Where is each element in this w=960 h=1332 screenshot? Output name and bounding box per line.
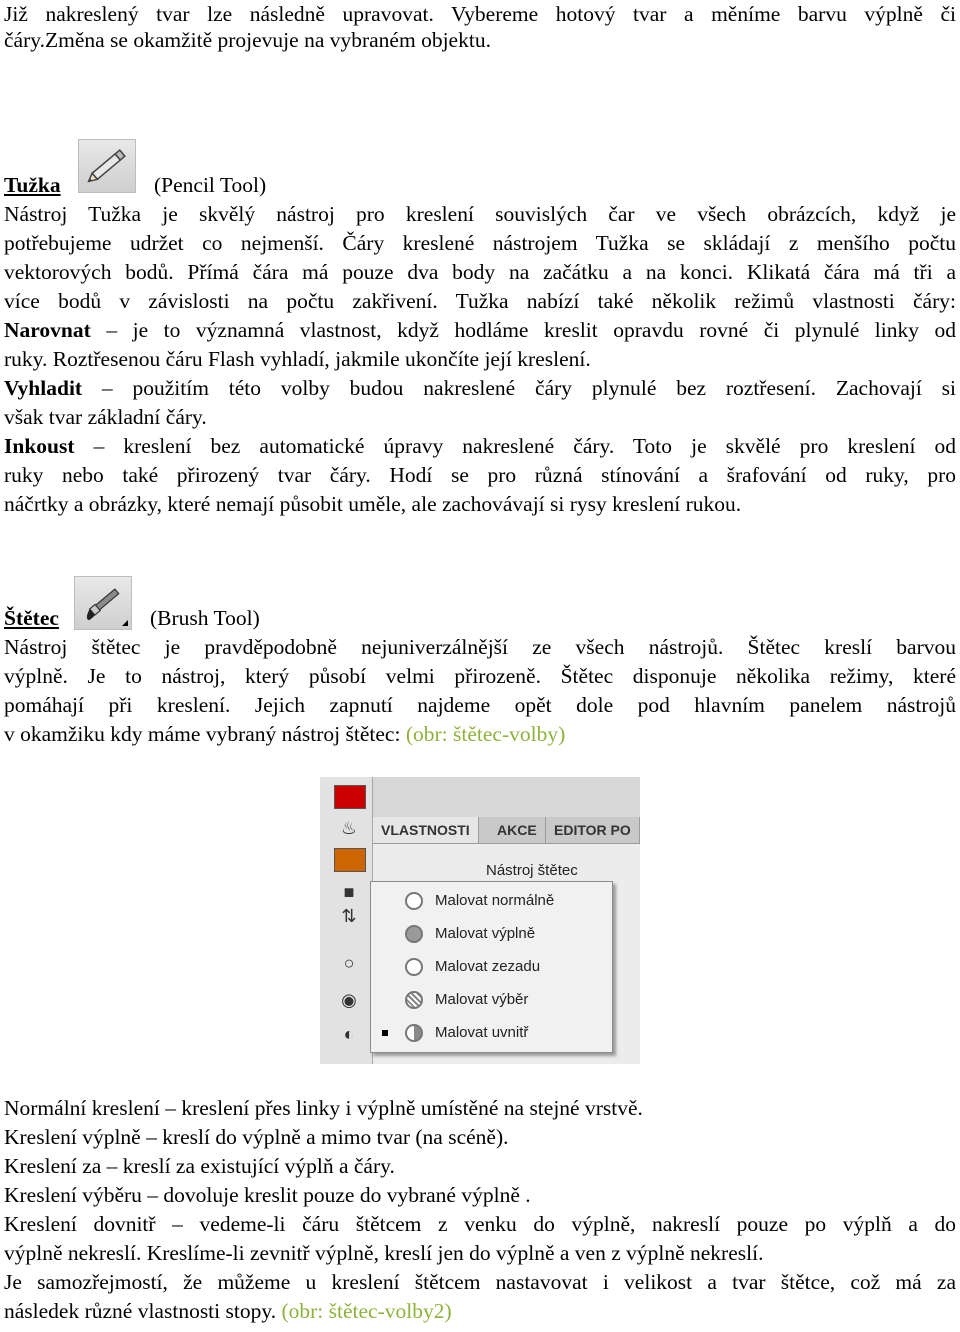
menu-item-paint-fills[interactable] xyxy=(371,919,612,951)
paint-behind-icon xyxy=(405,958,423,976)
menu-item-label: Malovat zezadu xyxy=(435,958,541,975)
mode-inside: Kreslení dovnitř – vedeme-li čáru štětcem z venku do výplně, nakreslí pouze po výplň a do xyxy=(4,1212,956,1236)
pencil-heading xyxy=(4,171,267,200)
narovnat-cont: ruky. Roztřesenou čáru Flash vyhladí, jakmile ukončíte její kreslení. xyxy=(4,347,591,371)
brush-line-3: pomáhají při kreslení. Jejich zapnutí najdeme opět dole pod hlavním panelem nástrojů xyxy=(4,693,956,717)
inkoust-text: – kreslení bez automatické úpravy nakreslené čáry. Toto je skvělé pro kreslení od xyxy=(74,434,956,458)
closing-text: následek různé vlastnosti stopy. xyxy=(4,1299,282,1323)
brush-subtitle: (Brush Tool) xyxy=(150,606,260,630)
menu-item-label: Malovat výběr xyxy=(435,991,529,1008)
brush-heading xyxy=(4,604,260,633)
narovnat-text: – je to významná vlastnost, když hodláme kreslit opravdu rovné či plynulé linky od xyxy=(90,318,956,342)
paint-fills-icon xyxy=(405,925,423,943)
brush-mode-menu xyxy=(370,881,613,1053)
inkoust-line xyxy=(4,432,956,461)
pencil-line-3: vektorových bodů. Přímá čára má pouze dva body na začátku a na konci. Klikatá čára má tři a xyxy=(4,260,956,284)
menu-item-paint-normal[interactable] xyxy=(371,886,612,918)
inkoust-cont-1: ruky nebo také přirozený tvar čáry. Hodí se pro různá stínování a šrafování od ruky, pro xyxy=(4,463,956,487)
vyhladit-term: Vyhladit xyxy=(4,376,83,400)
narovnat-term: Narovnat xyxy=(4,318,91,342)
brush-title: Štětec xyxy=(4,606,59,630)
paint-inside-icon xyxy=(405,1024,423,1042)
brush-line-4 xyxy=(4,720,565,749)
mode-behind: Kreslení za – kreslí za existující výplň a čáry. xyxy=(4,1154,395,1178)
mode-selection: Kreslení výběru – dovoluje kreslit pouze do vybrané výplně . xyxy=(4,1183,531,1207)
paint-normal-icon xyxy=(405,892,423,910)
vyhladit-line xyxy=(4,374,956,403)
paint-bucket-icon[interactable]: ♨ xyxy=(340,818,358,838)
intro-line-2: čáry.Změna se okamžitě projevuje na vybraném objektu. xyxy=(4,28,491,52)
menu-item-label: Malovat uvnitř xyxy=(435,1024,529,1041)
brush-last-text: v okamžiku kdy máme vybraný nástroj štětec: xyxy=(4,722,406,746)
pencil-icon xyxy=(78,139,136,193)
fill-color-swatch[interactable] xyxy=(334,848,366,872)
pencil-line-2: potřebujeme udržet co nejmenší. Čáry kreslené nástrojem Tužka se skládají z menšího počtu xyxy=(4,231,956,255)
mode-normal: Normální kreslení – kreslení přes linky i výplně umístěné na stejné vrstvě. xyxy=(4,1096,643,1120)
pencil-line-1: Nástroj Tužka je skvělý nástroj pro kreslení souvislých čar ve všech obrázcích, když je xyxy=(4,202,956,226)
lock-fill-icon[interactable]: ◉ xyxy=(341,990,357,1010)
pencil-subtitle: (Pencil Tool) xyxy=(154,173,267,197)
inkoust-term: Inkoust xyxy=(4,434,75,458)
object-drawing-icon[interactable]: ○ xyxy=(343,953,355,973)
panel-tabs xyxy=(373,817,640,844)
menu-item-label: Malovat normálně xyxy=(435,892,555,909)
vyhladit-cont: však tvar základní čáry. xyxy=(4,405,207,429)
pencil-title: Tužka xyxy=(4,173,61,197)
intro-line-1: Již nakreslený tvar lze následně upravovat. Vybereme hotový tvar a měníme barvu výplně či xyxy=(4,2,956,26)
swap-colors-icon[interactable]: ⇅ xyxy=(341,906,357,926)
tools-column xyxy=(320,777,373,1064)
brush-line-1: Nástroj štětec je pravděpodobně nejuniverzálnější ze všech nástrojů. Štětec kreslí barvou xyxy=(4,635,956,659)
stroke-color-swatch[interactable] xyxy=(334,785,366,809)
mode-inside-cont: výplně nekreslí. Kreslíme-li zevnitř výplně, kreslí jen do výplně a ven z výplně nekreslí. xyxy=(4,1241,764,1265)
paint-selection-icon xyxy=(405,991,423,1009)
selected-bullet xyxy=(382,1030,388,1036)
menu-item-label: Malovat výplně xyxy=(435,925,536,942)
default-colors-icon[interactable]: ■ xyxy=(343,882,355,902)
brush-figure-ref: (obr: štětec-volby) xyxy=(405,722,566,746)
tab-akce[interactable]: AKCE xyxy=(489,817,546,843)
closing-line-2 xyxy=(4,1297,452,1326)
pencil-line-4: více bodů v závislosti na počtu zakřivení. Tužka nabízí také několik režimů vlastnosti čáry: xyxy=(4,289,956,313)
brush-line-2: výplně. Je to nástroj, který působí velmi přirozeně. Štětec disponuje několika režimy, které xyxy=(4,664,956,688)
tab-editor[interactable]: EDITOR PO xyxy=(546,817,640,843)
menu-item-paint-inside[interactable] xyxy=(371,1018,612,1050)
inkoust-cont-2: náčrtky a obrázky, které nemají působit uměle, ale zachovávají si rysy kreslení rukou. xyxy=(4,492,742,516)
tool-title: Nástroj štětec xyxy=(486,862,578,879)
menu-item-paint-selection[interactable] xyxy=(371,985,612,1017)
tab-vlastnosti[interactable]: VLASTNOSTI xyxy=(373,817,479,843)
closing-figure-ref: (obr: štětec-volby2) xyxy=(281,1299,452,1323)
brush-mode-icon[interactable]: ◐ xyxy=(343,1024,355,1044)
closing-line-1: Je samozřejmostí, že můžeme u kreslení štětcem nastavovat i velikost a tvar štětce, což má za xyxy=(4,1270,956,1294)
mode-fills: Kreslení výplně – kreslí do výplně a mimo tvar (na scéně). xyxy=(4,1125,509,1149)
vyhladit-text: – použitím této volby budou nakreslené čáry plynulé bez roztřesení. Zachovají si xyxy=(82,376,956,400)
narovnat-line xyxy=(4,316,956,345)
brush-icon xyxy=(74,576,132,630)
menu-item-paint-behind[interactable] xyxy=(371,952,612,984)
